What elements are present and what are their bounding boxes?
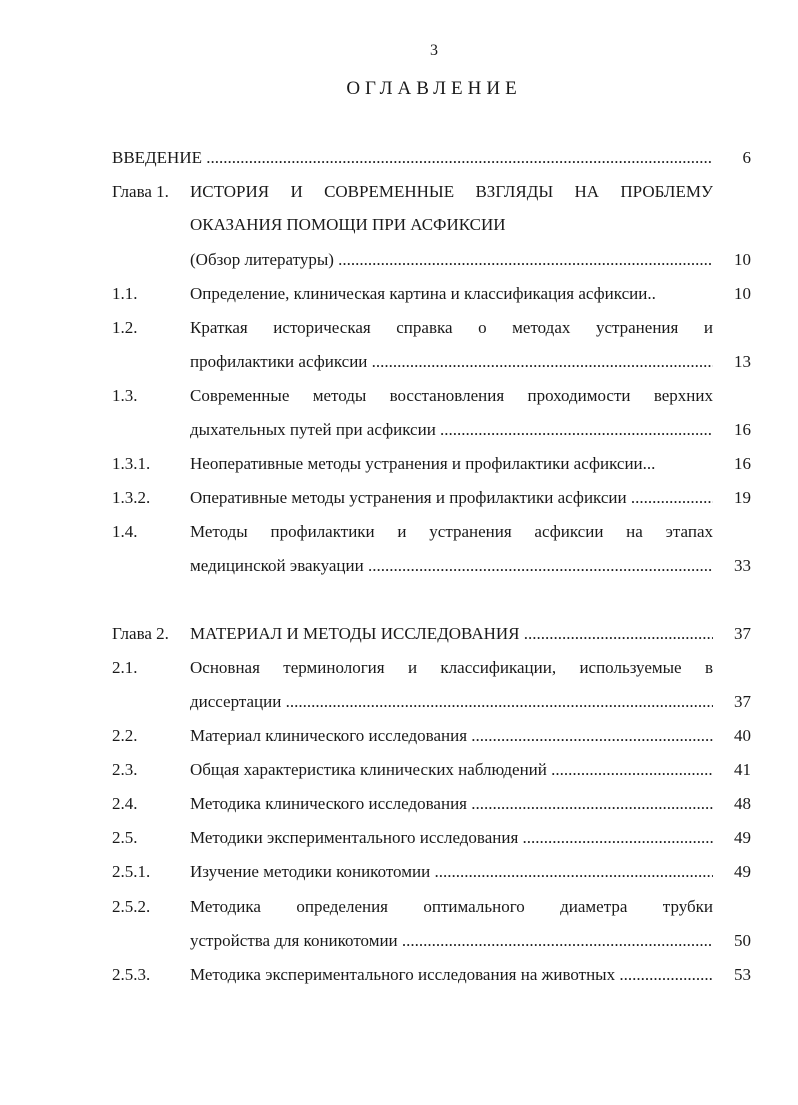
- toc-entry-page: 53: [734, 965, 751, 984]
- toc-entry-text: ВВЕДЕНИЕ .....: [112, 146, 713, 170]
- toc-entry-page: 49: [734, 828, 751, 847]
- toc-entry-page: 6: [742, 148, 751, 167]
- toc-entry-page: 37: [734, 624, 751, 643]
- toc-entry-text: Методики экспериментального исследования .....: [190, 826, 713, 850]
- toc-entry-text: Оперативные методы устранения и профилактики асфиксии .....: [190, 486, 713, 510]
- toc-entry-page: 19: [734, 488, 751, 507]
- toc-entry-text: ИСТОРИЯ И СОВРЕМЕННЫЕ ВЗГЛЯДЫ НА ПРОБЛЕМУ: [190, 182, 713, 201]
- toc-entry-page: 33: [734, 556, 751, 575]
- toc-entry-page: 48: [734, 794, 751, 813]
- page-number: 3: [430, 42, 438, 59]
- toc-entry-page: 16: [734, 420, 751, 439]
- toc-entry-number: 2.1.: [112, 658, 138, 677]
- toc-entry-text: профилактики асфиксии .....: [190, 350, 713, 374]
- toc-entry-number: 1.3.2.: [112, 488, 151, 507]
- toc-entry-page: 40: [734, 726, 751, 745]
- toc-entry-number: 1.1.: [112, 284, 138, 303]
- toc-entry-page: 16: [734, 454, 751, 473]
- toc-entry-number: 2.5.: [112, 828, 138, 847]
- toc-entry-page: 10: [734, 284, 751, 303]
- toc-entry-text: Материал клинического исследования .....: [190, 724, 713, 748]
- toc-entry-number: 1.3.: [112, 386, 138, 405]
- toc-entry-number: 2.3.: [112, 760, 138, 779]
- toc-entry-text: Определение, клиническая картина и классификация асфиксии..: [190, 284, 656, 303]
- toc-entry-page: 13: [734, 352, 751, 371]
- toc-entry-number: 2.5.2.: [112, 897, 151, 916]
- toc-entry-number: 1.4.: [112, 522, 138, 541]
- page-title: ОГЛАВЛЕНИЕ: [346, 78, 522, 99]
- toc-entry-number: 2.5.1.: [112, 862, 151, 881]
- toc-entry-page: 50: [734, 931, 751, 950]
- toc-entry-page: 41: [734, 760, 751, 779]
- toc-entry-text: Краткая историческая справка о методах устранения и: [190, 318, 713, 337]
- toc-entry-text: диссертации .....: [190, 690, 713, 714]
- toc-entry-text: МАТЕРИАЛ И МЕТОДЫ ИССЛЕДОВАНИЯ .....: [190, 622, 713, 646]
- toc-entry-number: Глава 1.: [112, 182, 169, 201]
- toc-entry-number: 1.3.1.: [112, 454, 151, 473]
- toc-entry-text: Методика экспериментального исследования на животных .....: [190, 963, 713, 987]
- toc-entry-text: Методика определения оптимального диаметра трубки: [190, 897, 713, 916]
- toc-entry-text: Неоперативные методы устранения и профилактики асфиксии...: [190, 454, 656, 473]
- toc-entry-text: дыхательных путей при асфиксии .....: [190, 418, 713, 442]
- toc-entry-text: (Обзор литературы) .....: [190, 248, 713, 272]
- toc-entry-page: 10: [734, 250, 751, 269]
- toc-entry-text: Основная терминология и классификации, используемые в: [190, 658, 713, 677]
- toc-entry-page: 49: [734, 862, 751, 881]
- toc-entry-text: Изучение методики коникотомии .....: [190, 860, 713, 884]
- toc-entry-text: Методы профилактики и устранения асфиксии на этапах: [190, 522, 713, 541]
- toc-entry-text: Общая характеристика клинических наблюдений .....: [190, 758, 713, 782]
- toc-entry-text: ОКАЗАНИЯ ПОМОЩИ ПРИ АСФИКСИИ: [190, 215, 506, 234]
- toc-entry-text: Методика клинического исследования .....: [190, 792, 713, 816]
- toc-entry-number: Глава 2.: [112, 624, 169, 643]
- toc-entry-number: 2.4.: [112, 794, 138, 813]
- toc-entry-text: медицинской эвакуации .....: [190, 554, 713, 578]
- toc-entry-page: 37: [734, 692, 751, 711]
- toc-entry-text: устройства для коникотомии .....: [190, 929, 713, 953]
- toc-entry-number: 2.2.: [112, 726, 138, 745]
- toc-entry-number: 1.2.: [112, 318, 138, 337]
- toc-entry-text: Современные методы восстановления проходимости верхних: [190, 386, 713, 405]
- toc-entry-number: 2.5.3.: [112, 965, 151, 984]
